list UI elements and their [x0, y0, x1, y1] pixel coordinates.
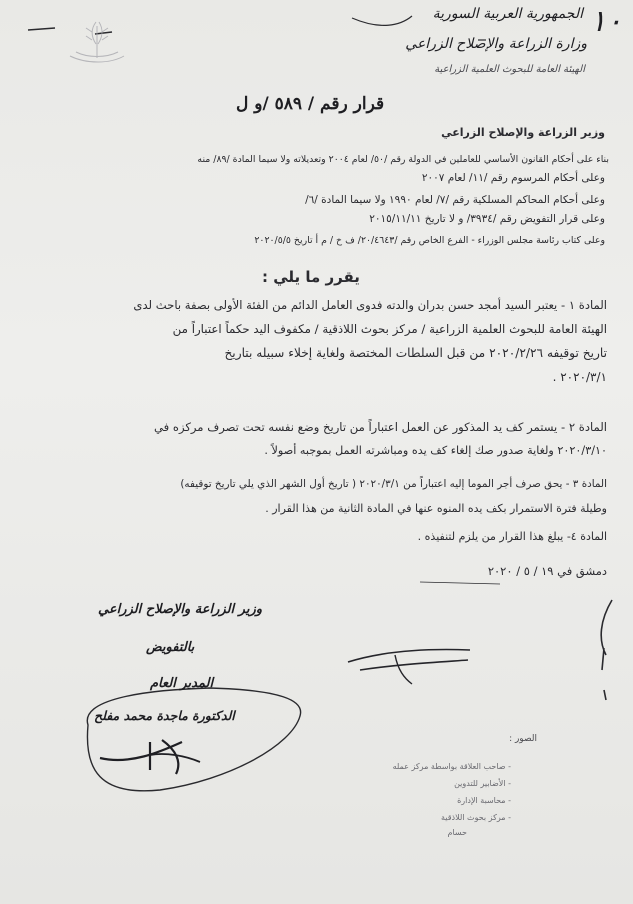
preamble-line: وعلى كتاب رئاسة مجلس الوزراء - الفرع الخاص رقم /٢٠/٤٦٤٣/ ف خ / م أ تاريخ ٢٠٢٠/٥/٥ — [254, 235, 605, 246]
signature-delegation: بالتفويض — [146, 640, 195, 655]
preamble-line: وعلى أحكام المحاكم المسلكية رقم /٧/ لعام ١٩٩٠ ولا سيما المادة /٦/ — [305, 194, 605, 206]
preamble-minister: وزير الزراعة والإصلاح الزراعي — [441, 126, 605, 139]
article-4-line: المادة ٤- يبلغ هذا القرار من يلزم لتنفيذه . — [417, 530, 607, 543]
article-3-line: وطيلة فترة الاستمرار بكف يده المنوه عنها في المادة الثانية من هذا القرار . — [265, 502, 607, 515]
signature-title: المدير العام — [150, 676, 214, 691]
article-1-line: تاريخ توقيفه ٢٠٢٠/٢/٢٦ من قبل السلطات المختصة ولغاية إخلاء سبيله بتاريخ — [224, 346, 607, 360]
ministry-name: وزارة الزراعة والإصلاح الزراعي — [405, 36, 587, 52]
copies-item: - مركز بحوث اللاذقية — [440, 813, 511, 822]
article-2-line: المادة ٢ - يستمر كف يد المذكور عن العمل اعتباراً من تاريخ وضع نفسه تحت تصرف مركزه في — [154, 420, 607, 434]
decides-heading: يقرر ما يلي : — [262, 268, 360, 286]
article-1-line: المادة ١ - يعتبر السيد أمجد حسن بدران والدته فدوى العامل الدائم من الفئة الأولى بصفة باحث لدى — [133, 298, 607, 312]
signature-name: الدكتورة ماجدة محمد مفلح — [94, 708, 235, 723]
copies-item: حسام — [447, 828, 467, 837]
copies-item: - الأضابير للتدوين — [454, 779, 511, 788]
article-1-line: الهيئة العامة للبحوث العلمية الزراعية / مركز بحوث اللاذقية / مكفوف اليد حكماً اعتباراً من — [172, 322, 607, 336]
article-1-line: ٢٠٢٠/٣/١ . — [552, 370, 607, 384]
decision-number: قرار رقم / ٥٨٩ /و ل — [236, 94, 385, 114]
authority-name: الهيئة العامة للبحوث العلمية الزراعية — [434, 64, 585, 75]
copies-item: - محاسبة الإدارة — [457, 796, 511, 805]
page-marker: ١٠ — [590, 4, 623, 39]
preamble-line: وعلى قرار التفويض رقم /٣٩٣٤/ و لا تاريخ ٢٠١٥/١١/١١ — [369, 213, 605, 225]
preamble-line: بناء على أحكام القانون الأساسي للعاملين في الدولة رقم /٥٠/ لعام ٢٠٠٤ وتعديلاته ولا سيما المادة /٨٩/ منه — [197, 154, 609, 165]
article-3-line: المادة ٣ - يحق صرف أجر الموما إليه اعتباراً من ٢٠٢٠/٣/١ ( تاريخ أول الشهر الذي يلي تاريخ توقيفه) — [180, 478, 607, 490]
date-line: دمشق في ١٩ / ٥ / ٢٠٢٠ — [487, 564, 607, 578]
article-2-line: ٢٠٢٠/٣/١٠ ولغاية صدور صك إلغاء كف يده ومباشرته العمل بموجبه أصولاً . — [264, 444, 607, 457]
copies-item: - صاحب العلاقة بواسطة مركز عمله — [392, 762, 511, 771]
copies-heading: الصور : — [509, 734, 537, 744]
preamble-line: وعلى أحكام المرسوم رقم /١١/ لعام ٢٠٠٧ — [421, 172, 605, 184]
republic-name: الجمهورية العربية السورية — [432, 6, 583, 22]
signature-minister: وزير الزراعة والإصلاح الزراعي — [98, 602, 263, 617]
